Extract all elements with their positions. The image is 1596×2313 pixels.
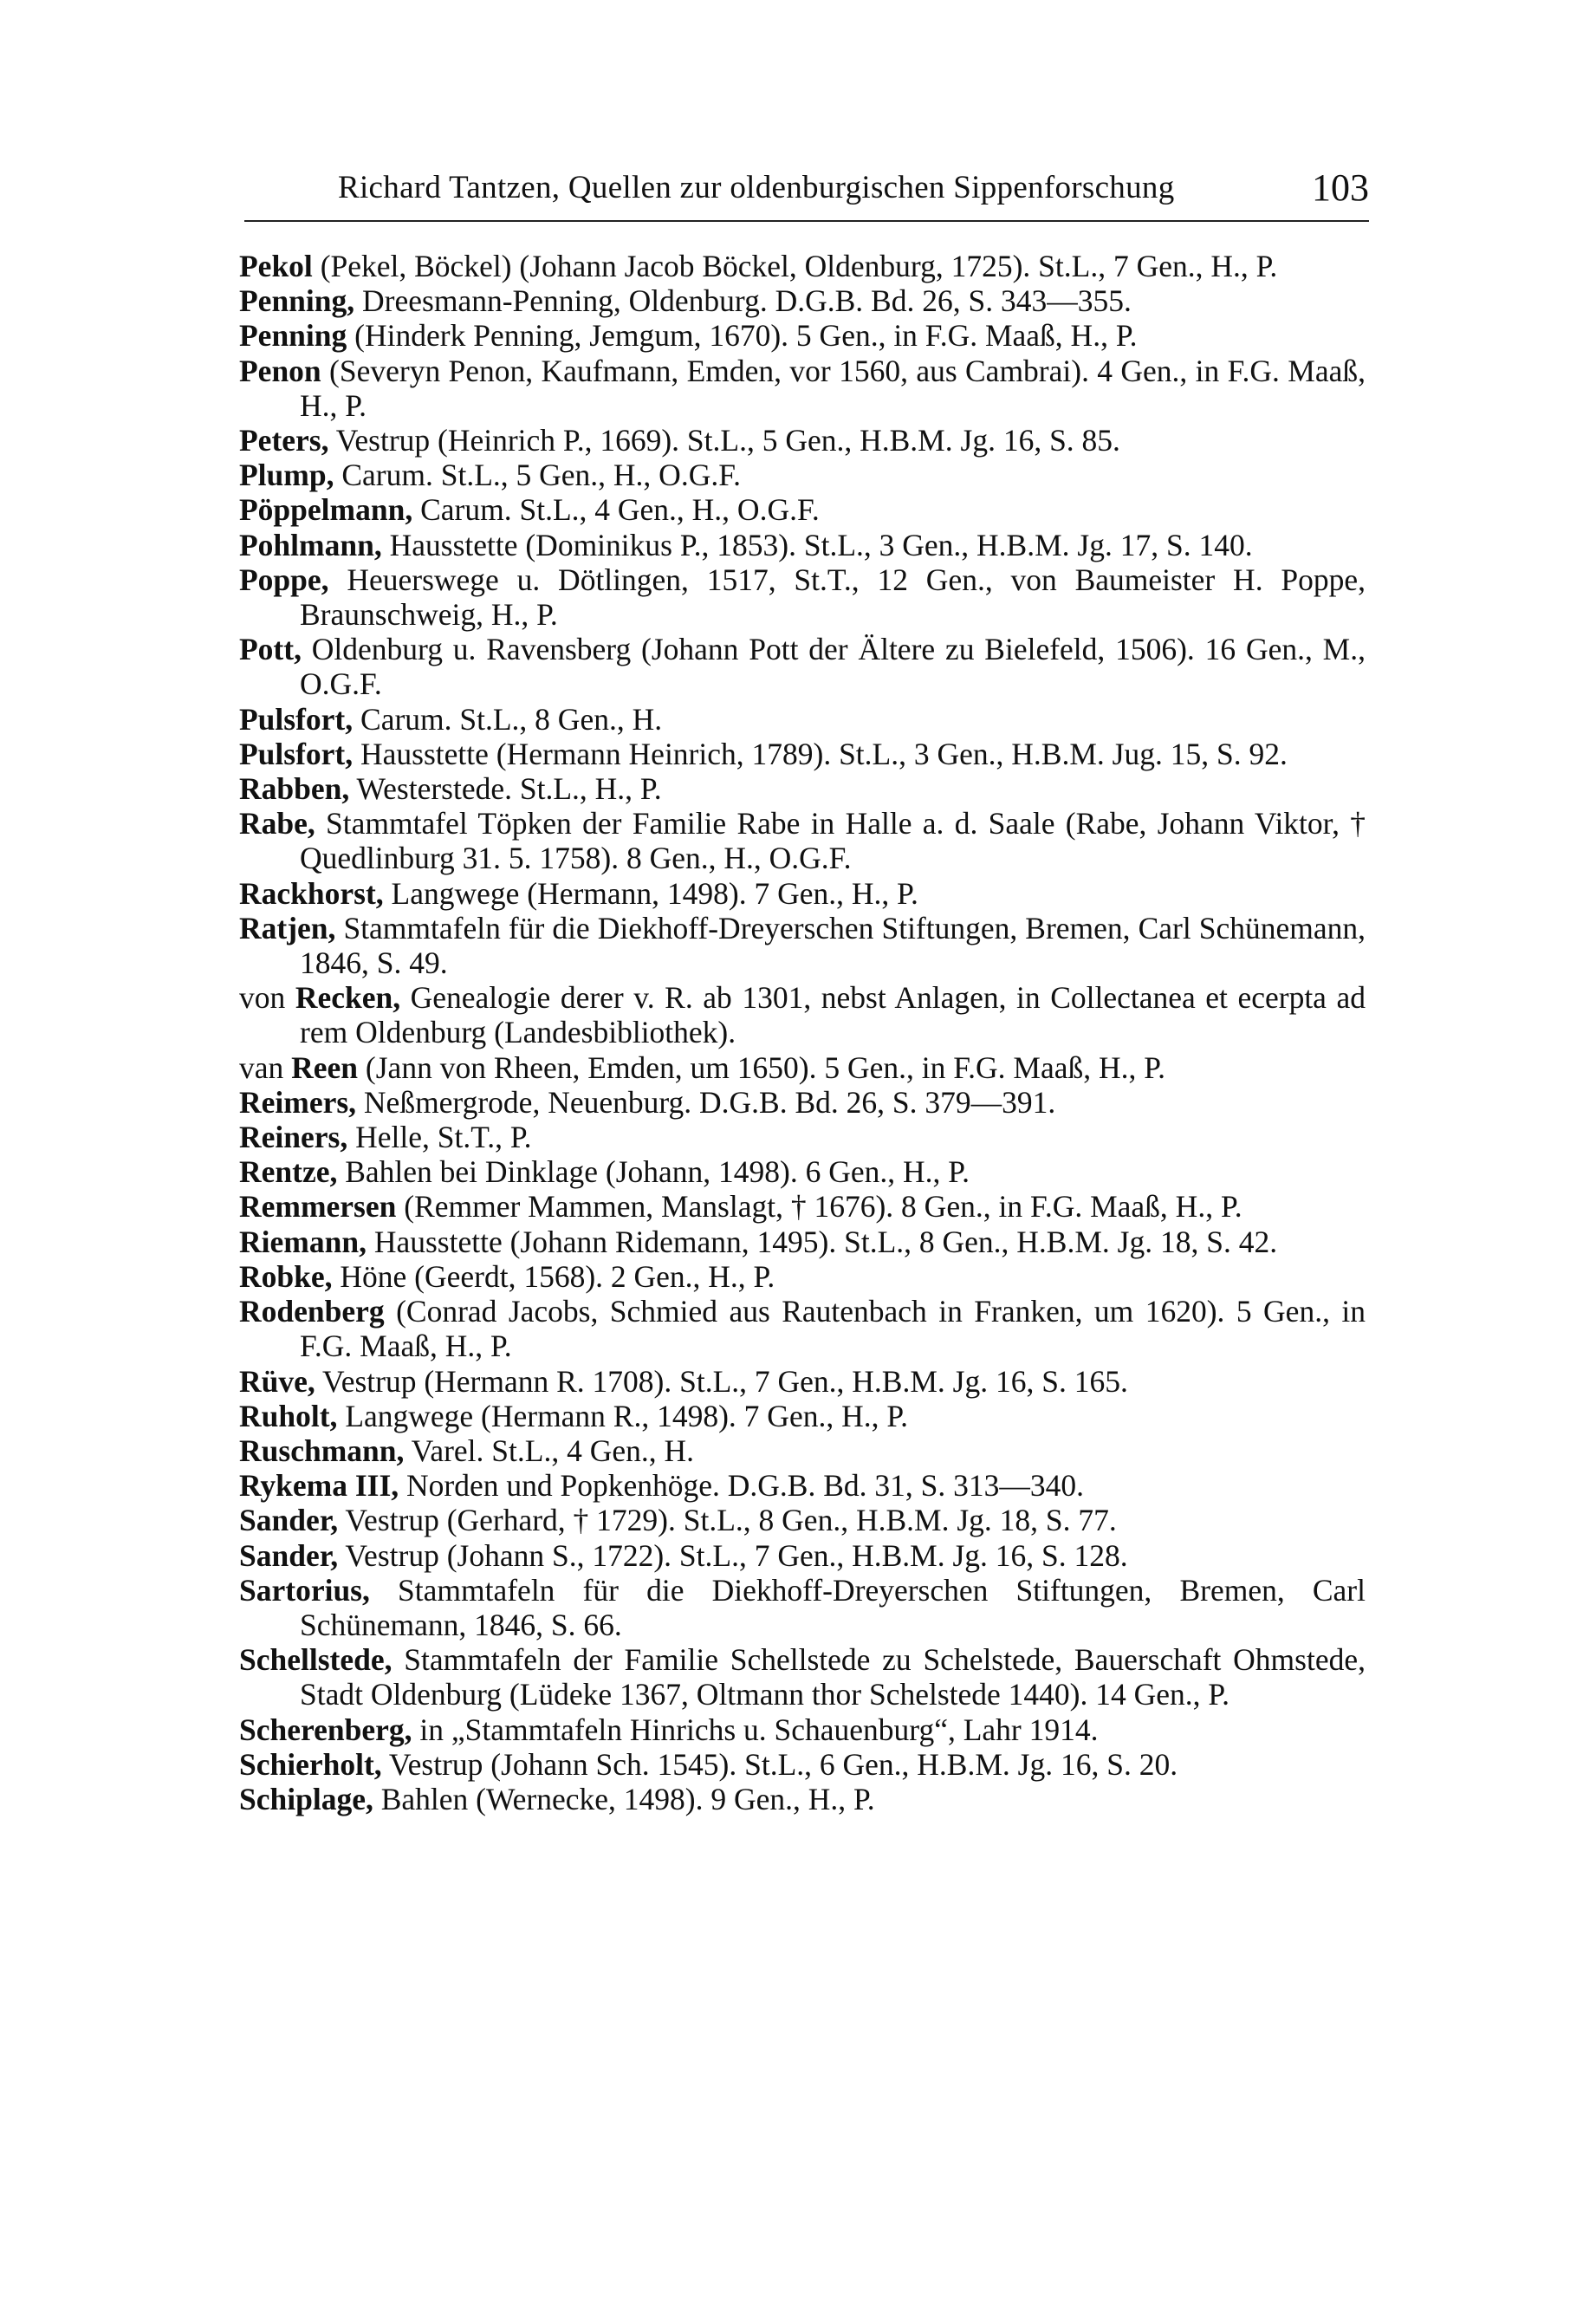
list-item: [239, 458, 1366, 492]
list-item: [239, 249, 1366, 283]
entry-text: Stammtafeln für die Diekhoff-Dreyerschen Stiftungen, Bremen, Carl Schünemann, 1846, S. 49.: [300, 910, 1366, 981]
list-item: [239, 771, 1366, 806]
list-item: [239, 1225, 1366, 1259]
list-item: [239, 1399, 1366, 1433]
family-name: Rodenberg: [239, 1294, 385, 1329]
list-item: [239, 1294, 1366, 1363]
entry-text: Carum. St.L., 8 Gen., H.: [353, 701, 663, 737]
entry-text: Vestrup (Johann S., 1722). St.L., 7 Gen., H.B.M. Jg. 16, S. 128.: [338, 1537, 1128, 1573]
list-item: [239, 492, 1366, 527]
list-item: [239, 1782, 1366, 1816]
list-item: [239, 806, 1366, 875]
running-title: Richard Tantzen, Quellen zur oldenburgischen Sippenforschung: [338, 170, 1175, 205]
family-name: Reiners,: [239, 1120, 348, 1155]
entry-text: (Jann von Rheen, Emden, um 1650). 5 Gen., in F.G. Maaß, H., P.: [358, 1049, 1165, 1085]
entry-text: Vestrup (Gerhard, † 1729). St.L., 8 Gen., H.B.M. Jg. 18, S. 77.: [338, 1503, 1117, 1538]
family-name: Penning: [239, 318, 347, 354]
entry-text: Norden und Popkenhöge. D.G.B. Bd. 31, S. 313—340.: [399, 1468, 1085, 1504]
entry-text: Vestrup (Johann Sch. 1545). St.L., 6 Gen., H.B.M. Jg. 16, S. 20.: [381, 1746, 1178, 1782]
family-name: Scherenberg,: [239, 1712, 412, 1747]
entry-text: Bahlen bei Dinklage (Johann, 1498). 6 Gen., H., P.: [337, 1154, 970, 1190]
list-item: [239, 283, 1366, 318]
entry-text: Carum. St.L., 4 Gen., H., O.G.F.: [412, 492, 820, 528]
list-item: [239, 562, 1366, 632]
family-name: Rykema III,: [239, 1468, 399, 1504]
family-name: Recken,: [295, 980, 401, 1016]
family-name: Penning,: [239, 283, 355, 319]
entry-text: Vestrup (Hermann R. 1708). St.L., 7 Gen., H.B.M. Jg. 16, S. 165.: [315, 1363, 1128, 1399]
family-name: Sartorius,: [239, 1572, 370, 1608]
header-rule: [244, 220, 1369, 222]
family-name: Plump,: [239, 458, 334, 493]
entry-text: in „Stammtafeln Hinrichs u. Schauenburg“, Lahr 1914.: [412, 1712, 1099, 1747]
list-item: [239, 737, 1366, 771]
family-name: Rüve,: [239, 1363, 315, 1399]
family-name: Sander,: [239, 1503, 339, 1538]
entry-text: (Severyn Penon, Kaufmann, Emden, vor 1560, aus Cambrai). 4 Gen., in F.G. Maaß, H., P.: [300, 353, 1366, 423]
family-name: Rabben,: [239, 771, 350, 807]
entry-prefix: van: [239, 1049, 292, 1085]
list-item: [239, 632, 1366, 701]
family-name: Ruschmann,: [239, 1433, 405, 1468]
entry-text: Stammtafel Töpken der Familie Rabe in Halle a. d. Saale (Rabe, Johann Viktor, † Quedlinburg 31. 5. 1758). 8 Gen., H., O.G.F.: [300, 806, 1366, 876]
list-item: [239, 1120, 1366, 1154]
entry-text: Varel. St.L., 4 Gen., H.: [404, 1433, 694, 1468]
entry-text: (Hinderk Penning, Jemgum, 1670). 5 Gen., in F.G. Maaß, H., P.: [347, 318, 1138, 354]
entry-text: Oldenburg u. Ravensberg (Johann Pott der Ältere zu Bielefeld, 1506). 16 Gen., M., O.G.F.: [300, 632, 1366, 702]
list-item: [239, 1433, 1366, 1468]
family-name: Remmersen: [239, 1189, 397, 1225]
list-item: [239, 1154, 1366, 1189]
list-item: [239, 423, 1366, 458]
family-name: Penon: [239, 353, 321, 388]
family-name: Pöppelmann,: [239, 492, 413, 528]
family-name: Schiplage,: [239, 1781, 373, 1816]
list-item: [239, 1712, 1366, 1747]
list-item: [239, 1468, 1366, 1503]
family-name: Pekol: [239, 249, 313, 283]
entry-list: [239, 249, 1366, 1816]
family-name: Robke,: [239, 1258, 333, 1294]
entry-text: Genealogie derer v. R. ab 1301, nebst Anlagen, in Collectanea et ecerpta ad rem Oldenburg (Landesbibliothek).: [300, 980, 1366, 1050]
family-name: Poppe,: [239, 562, 329, 597]
list-item: [239, 1189, 1366, 1224]
list-item: [239, 702, 1366, 737]
entry-text: Langwege (Hermann, 1498). 7 Gen., H., P.: [383, 875, 918, 911]
family-name: Reen: [291, 1049, 359, 1085]
entry-text: (Remmer Mammen, Manslagt, † 1676). 8 Gen., in F.G. Maaß, H., P.: [396, 1189, 1242, 1225]
entry-text: Neßmergrode, Neuenburg. D.G.B. Bd. 26, S. 379—391.: [356, 1084, 1056, 1120]
list-item: [239, 1538, 1366, 1573]
family-name: Sander,: [239, 1537, 339, 1573]
list-item: [239, 1573, 1366, 1642]
list-item: [239, 980, 1366, 1049]
family-name: Rentze,: [239, 1154, 338, 1190]
entry-text: Westerstede. St.L., H., P.: [349, 771, 662, 807]
list-item: [239, 1364, 1366, 1399]
family-name: Pulsfort,: [239, 701, 354, 737]
entry-text: Hausstette (Dominikus P., 1853). St.L., 3 Gen., H.B.M. Jg. 17, S. 140.: [381, 527, 1253, 562]
family-name: Ratjen,: [239, 910, 336, 945]
family-name: Pott,: [239, 632, 302, 667]
family-name: Pulsfort,: [239, 736, 354, 771]
page-header: [338, 166, 1369, 221]
entry-prefix: von: [239, 980, 295, 1016]
family-name: Pohlmann,: [239, 527, 382, 562]
entry-text: (Pekel, Böckel) (Johann Jacob Böckel, Oldenburg, 1725). St.L., 7 Gen., H., P.: [312, 249, 1278, 283]
list-item: [239, 1642, 1366, 1712]
list-item: [239, 528, 1366, 562]
entry-text: Höne (Geerdt, 1568). 2 Gen., H., P.: [332, 1258, 775, 1294]
entry-text: Hausstette (Hermann Heinrich, 1789). St.L., 3 Gen., H.B.M. Jug. 15, S. 92.: [353, 736, 1288, 771]
list-item: [239, 354, 1366, 423]
family-name: Ruholt,: [239, 1398, 338, 1433]
entry-text: Heuerswege u. Dötlingen, 1517, St.T., 12 Gen., von Baumeister H. Poppe, Braunschweig, H., P.: [300, 562, 1366, 633]
entry-text: Stammtafeln für die Diekhoff-Dreyerschen Stiftungen, Bremen, Carl Schünemann, 1846, S. 66.: [300, 1572, 1366, 1642]
list-item: [239, 911, 1366, 980]
family-name: Reimers,: [239, 1084, 357, 1120]
entry-text: Carum. St.L., 5 Gen., H., O.G.F.: [334, 458, 741, 493]
list-item: [239, 1085, 1366, 1120]
list-item: [239, 318, 1366, 353]
entry-text: Helle, St.T., P.: [347, 1120, 532, 1155]
entry-text: Langwege (Hermann R., 1498). 7 Gen., H., P.: [337, 1398, 909, 1433]
entry-text: (Conrad Jacobs, Schmied aus Rautenbach in Franken, um 1620). 5 Gen., in F.G. Maaß, H., P.: [300, 1294, 1366, 1364]
list-item: [239, 1503, 1366, 1537]
family-name: Rabe,: [239, 806, 315, 841]
family-name: Peters,: [239, 423, 329, 458]
entry-text: Vestrup (Heinrich P., 1669). St.L., 5 Gen., H.B.M. Jg. 16, S. 85.: [328, 423, 1120, 458]
entry-text: Dreesmann-Penning, Oldenburg. D.G.B. Bd. 26, S. 343—355.: [354, 283, 1132, 319]
family-name: Schellstede,: [239, 1642, 393, 1678]
family-name: Rackhorst,: [239, 875, 384, 911]
list-item: [239, 1050, 1366, 1085]
list-item: [239, 876, 1366, 911]
entry-text: Stammtafeln der Familie Schellstede zu Schelstede, Bauerschaft Ohmstede, Stadt Oldenburg (Lüdeke 1367, Oltmann thor Schelstede 1440). 14 Gen., P.: [300, 1642, 1366, 1712]
entry-text: Hausstette (Johann Ridemann, 1495). St.L., 8 Gen., H.B.M. Jg. 18, S. 42.: [366, 1224, 1278, 1259]
list-item: [239, 1747, 1366, 1782]
list-item: [239, 1259, 1366, 1294]
page-number: 103: [1312, 166, 1369, 209]
entry-text: Bahlen (Wernecke, 1498). 9 Gen., H., P.: [373, 1781, 875, 1816]
family-name: Schierholt,: [239, 1746, 382, 1782]
family-name: Riemann,: [239, 1224, 367, 1259]
